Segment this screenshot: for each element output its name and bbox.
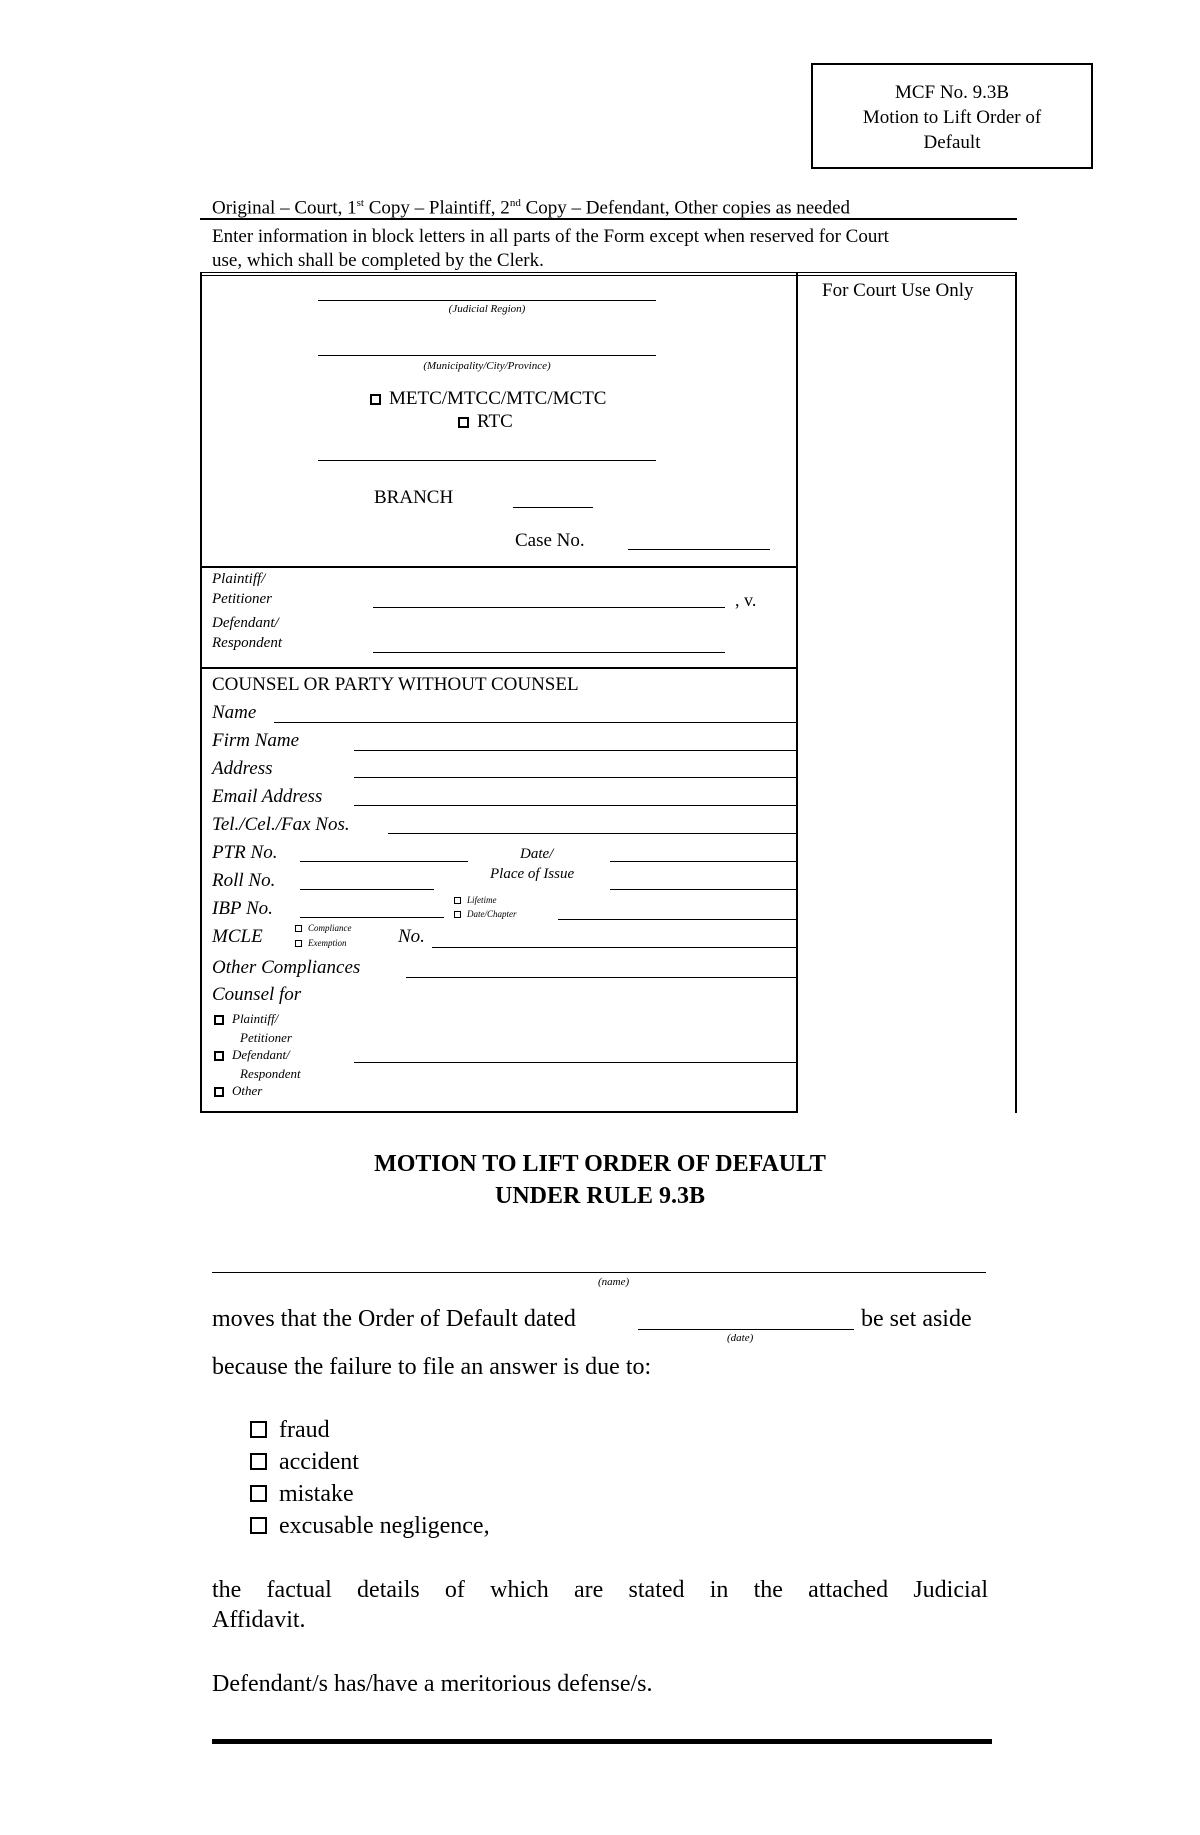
- movant-name-field[interactable]: [212, 1272, 986, 1273]
- checkbox-icon[interactable]: [214, 1051, 224, 1061]
- moves-text: moves that the Order of Default dated: [212, 1306, 576, 1332]
- address-label: Address: [212, 758, 273, 779]
- ibp-lifetime-option[interactable]: Lifetime: [454, 896, 497, 905]
- defendant-label-2: Respondent: [212, 635, 282, 651]
- plaintiff-field[interactable]: [373, 607, 725, 608]
- other-compliances-field[interactable]: [406, 977, 796, 978]
- ibp-date-chapter-option[interactable]: Date/Chapter: [454, 910, 517, 919]
- counsel-for-respondent-label: Respondent: [240, 1066, 301, 1081]
- reason-excusable-negligence[interactable]: excusable negligence,: [250, 1514, 490, 1538]
- mcle-no-label: No.: [398, 926, 425, 947]
- copies-distribution: Original – Court, 1st Copy – Plaintiff, 2nd Copy – Defendant, Other copies as needed: [212, 197, 851, 219]
- ibp-label: IBP No.: [212, 898, 273, 919]
- checkbox-icon[interactable]: [250, 1421, 267, 1438]
- tel-label: Tel./Cel./Fax Nos.: [212, 814, 350, 835]
- counsel-for-defendant-option[interactable]: Defendant/: [214, 1048, 290, 1061]
- meritorious-defense-text: Defendant/s has/have a meritorious defense/s.: [212, 1671, 653, 1697]
- defendant-field[interactable]: [373, 652, 725, 653]
- roll-field[interactable]: [300, 889, 434, 890]
- motion-title-line1: MOTION TO LIFT ORDER OF DEFAULT: [374, 1151, 826, 1177]
- because-text: because the failure to file an answer is due to:: [212, 1354, 652, 1380]
- counsel-for-plaintiff-option[interactable]: Plaintiff/: [214, 1012, 278, 1025]
- factual-details-text: the factual details of which are stated in the attached Judicial: [212, 1577, 988, 1603]
- firm-name-field[interactable]: [354, 750, 796, 751]
- mcle-label: MCLE: [212, 926, 263, 947]
- counsel-for-petitioner-label: Petitioner: [240, 1030, 292, 1045]
- name-field[interactable]: [274, 722, 796, 723]
- branch-label: BRANCH: [374, 487, 454, 508]
- ptr-label: PTR No.: [212, 842, 278, 863]
- checkbox-icon[interactable]: [454, 897, 461, 904]
- ptr-date-field[interactable]: [610, 861, 796, 862]
- default-date-field[interactable]: [638, 1329, 854, 1330]
- instructions-line2: use, which shall be completed by the Clerk.: [212, 250, 544, 271]
- checkbox-icon[interactable]: [250, 1453, 267, 1470]
- court-use-label: For Court Use Only: [822, 280, 974, 301]
- plaintiff-label-1: Plaintiff/: [212, 571, 266, 587]
- counsel-for-label: Counsel for: [212, 984, 302, 1005]
- counsel-heading: COUNSEL OR PARTY WITHOUT COUNSEL: [212, 674, 579, 695]
- reason-fraud[interactable]: fraud: [250, 1418, 330, 1442]
- checkbox-icon[interactable]: [370, 394, 381, 405]
- affidavit-text: Affidavit.: [212, 1607, 306, 1633]
- instructions-line1: Enter information in block letters in all parts of the Form except when reserved for Court: [212, 226, 889, 247]
- case-no-label: Case No.: [515, 530, 585, 551]
- checkbox-icon[interactable]: [250, 1485, 267, 1502]
- checkbox-icon[interactable]: [214, 1087, 224, 1097]
- roll-label: Roll No.: [212, 870, 276, 891]
- checkbox-icon[interactable]: [214, 1015, 224, 1025]
- mcle-compliance-option[interactable]: Compliance: [295, 924, 352, 933]
- ptr-field[interactable]: [300, 861, 468, 862]
- place-issue-field[interactable]: [610, 889, 796, 890]
- form-number: MCF No. 9.3B: [894, 82, 1010, 103]
- email-field[interactable]: [354, 805, 796, 806]
- mcle-exemption-option[interactable]: Exemption: [295, 939, 347, 948]
- judicial-region-caption: (Judicial Region): [448, 303, 526, 315]
- ibp-field[interactable]: [300, 917, 444, 918]
- branch-field[interactable]: [513, 507, 593, 508]
- checkbox-icon[interactable]: [454, 911, 461, 918]
- checkbox-icon[interactable]: [458, 417, 469, 428]
- form-title-line1: Motion to Lift Order of: [862, 107, 1042, 128]
- checkbox-icon[interactable]: [295, 940, 302, 947]
- other-compliances-label: Other Compliances: [212, 957, 361, 978]
- motion-title-line2: UNDER RULE 9.3B: [494, 1183, 706, 1209]
- name-caption: (name): [598, 1276, 630, 1288]
- date-caption: (date): [727, 1332, 754, 1344]
- mcle-no-field[interactable]: [432, 947, 796, 948]
- municipality-caption: (Municipality/City/Province): [423, 360, 551, 372]
- form-id-box: [811, 63, 1093, 169]
- court-name-field[interactable]: [318, 460, 656, 461]
- ibp-date-chapter-field[interactable]: [558, 919, 796, 920]
- bottom-rule: [212, 1739, 992, 1744]
- reason-mistake[interactable]: mistake: [250, 1482, 354, 1506]
- email-label: Email Address: [212, 786, 323, 807]
- plaintiff-label-2: Petitioner: [212, 591, 272, 607]
- form-title-line2: Default: [923, 132, 981, 153]
- case-no-field[interactable]: [628, 549, 770, 550]
- counsel-for-field[interactable]: [354, 1062, 796, 1063]
- copies-divider: [200, 218, 1017, 220]
- reason-accident[interactable]: accident: [250, 1450, 359, 1474]
- checkbox-icon[interactable]: [295, 925, 302, 932]
- court-option-rtc[interactable]: RTC: [458, 412, 513, 431]
- judicial-region-field[interactable]: [318, 300, 656, 301]
- municipality-field[interactable]: [318, 355, 656, 356]
- set-aside-text: be set aside: [861, 1306, 972, 1332]
- name-label: Name: [212, 702, 257, 723]
- defendant-label-1: Defendant/: [212, 615, 279, 631]
- date-issue-label: Date/: [520, 846, 554, 862]
- court-option-metc[interactable]: METC/MTCC/MTC/MCTC: [370, 389, 606, 408]
- versus-label: , v.: [735, 590, 757, 610]
- firm-name-label: Firm Name: [212, 730, 300, 751]
- counsel-for-other-option[interactable]: Other: [214, 1084, 262, 1097]
- address-field[interactable]: [354, 777, 796, 778]
- checkbox-icon[interactable]: [250, 1517, 267, 1534]
- place-issue-label: Place of Issue: [490, 866, 575, 882]
- tel-field[interactable]: [388, 833, 796, 834]
